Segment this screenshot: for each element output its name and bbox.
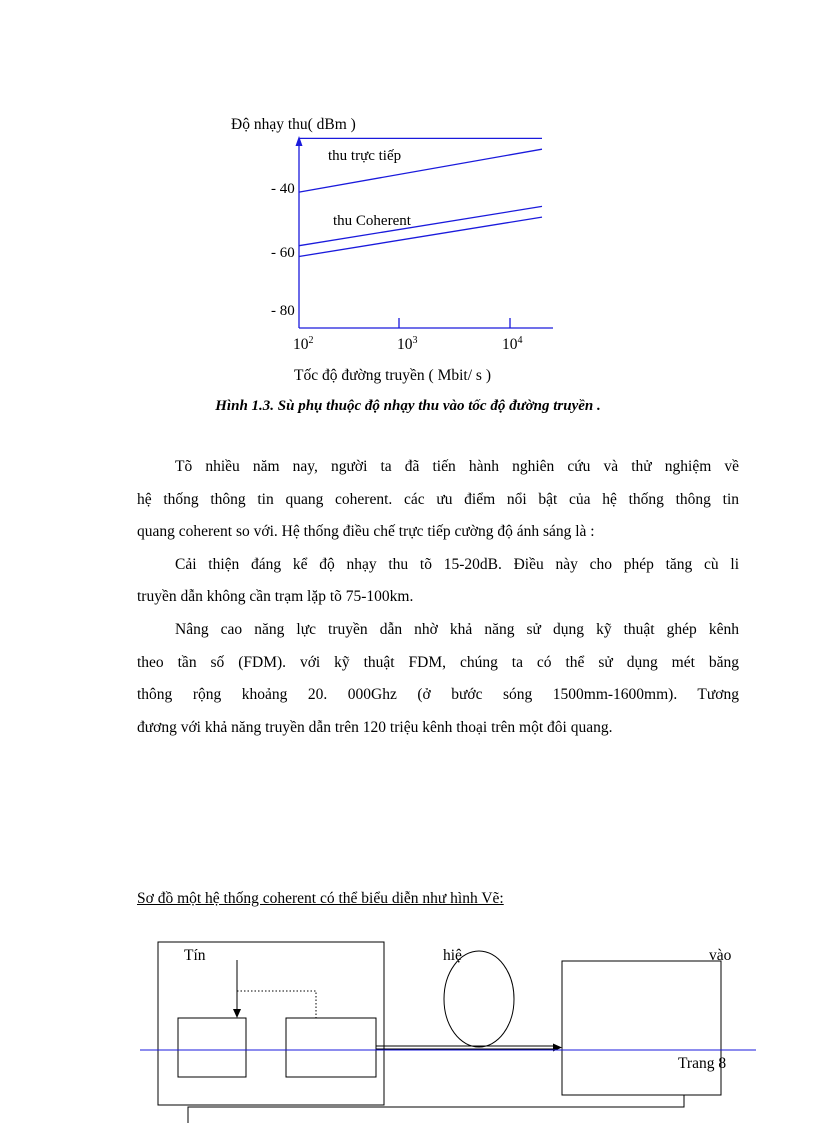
x-tick-exponent: 2 <box>308 335 314 346</box>
y-tick-label: - 60 <box>271 245 295 261</box>
paragraph-line: hệ thống thông tin quang coherent. các ưu điểm nổi bật của hệ thống thông tin <box>137 490 739 508</box>
figure-caption: Hình 1.3. Sù phụ thuộc độ nhạy thu vào tốc độ đường truyền . <box>215 398 601 414</box>
x-tick-base: 10 <box>397 336 413 354</box>
x-axis-label: Tốc độ đường truyền ( Mbit/ s ) <box>294 367 491 384</box>
paragraph-line: thông rộng khoảng 20. 000Ghz (ở bước sóng 1500mm-1600mm). Tương <box>137 686 739 704</box>
x-tick-base: 10 <box>293 336 309 354</box>
body-text <box>137 451 739 744</box>
diagram <box>140 942 756 1123</box>
diagram-label-right: vào <box>709 947 732 964</box>
x-tick-base: 10 <box>502 336 518 354</box>
annotation-direct-detection: thu trực tiếp <box>328 148 402 164</box>
paragraph-line: quang coherent so với. Hệ thống điều chế trực tiếp cường độ ánh sáng là : <box>137 523 595 541</box>
y-tick-label: - 80 <box>271 303 295 319</box>
fiber-coil <box>444 951 514 1047</box>
inner-block-2 <box>286 1018 376 1077</box>
x-tick-label <box>293 335 314 354</box>
y-tick-label: - 40 <box>271 181 295 197</box>
page-number: Trang 8 <box>678 1055 727 1072</box>
paragraph-line: Tõ nhiều năm nay, người ta đã tiến hành nghiên cứu và thử nghiệm về <box>175 458 739 475</box>
transmitter-box <box>158 942 384 1105</box>
paragraph-line: Nâng cao năng lực truyền dẫn nhờ khả năng sử dụng kỹ thuật ghép kênh <box>175 620 739 638</box>
diagram-label-middle: hiệ <box>443 947 462 964</box>
x-tick-label <box>502 335 523 354</box>
paragraph-line: Cải thiện đáng kể độ nhạy thu tõ 15-20dB. Điều này cho phép tăng cù li <box>175 555 739 573</box>
annotation-coherent: thu Coherent <box>333 213 411 229</box>
x-tick-exponent: 3 <box>412 335 418 346</box>
paragraph-line: truyền dẫn không cần trạm lặp tõ 75-100km. <box>137 588 414 606</box>
x-tick-label <box>397 335 418 354</box>
diagram-label-left: Tín <box>184 947 206 964</box>
paragraph-line: theo tần số (FDM). với kỹ thuật FDM, chúng ta có thể sử dụng mét băng <box>137 653 739 671</box>
inner-block-1 <box>178 1018 246 1077</box>
x-tick-exponent: 4 <box>517 335 523 346</box>
paragraph-line: đương với khả năng truyền dẫn trên 120 triệu kênh thoại trên một đôi quang. <box>137 718 613 736</box>
y-axis-label: Độ nhạy thu( dBm ) <box>231 116 356 133</box>
diagram-heading: Sơ đồ một hệ thống coherent có thể biểu diễn như hình Vẽ: <box>137 890 504 907</box>
receiver-box <box>562 961 721 1095</box>
feedback-line <box>188 1095 684 1123</box>
dotted-link <box>237 991 316 1018</box>
input-arrow-head-icon <box>233 1009 241 1018</box>
y-axis-arrow-icon <box>296 136 303 146</box>
